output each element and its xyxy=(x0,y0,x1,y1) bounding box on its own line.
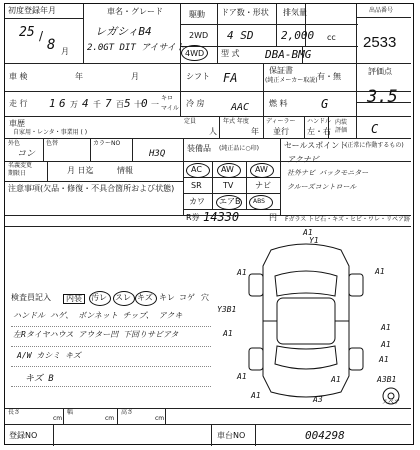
lot-label: 出品番号 xyxy=(369,7,394,14)
chassis-value: 004298 xyxy=(305,429,345,442)
reg-change-sub: 期限日 xyxy=(8,170,27,177)
ac-value: AAC xyxy=(231,102,250,113)
equip-abs: ABS xyxy=(253,198,265,205)
color-no-label: カラーNO xyxy=(93,140,121,147)
interior-sub: 評価 xyxy=(335,127,348,134)
car-diagram xyxy=(231,236,381,404)
color-change-label: 色替 xyxy=(46,140,59,147)
damage-mark: A3 xyxy=(313,395,323,404)
selling-sub: (正常に作動するもの) xyxy=(345,142,404,149)
equip-sub: (純正品に○印) xyxy=(219,145,259,152)
damage-mark: A1 xyxy=(375,267,385,276)
equip-circle xyxy=(186,163,210,178)
damage-mark: A1 xyxy=(381,340,391,349)
outer-color-value: コン xyxy=(17,149,36,159)
damage-mark: A1 xyxy=(379,355,389,364)
inspection-label: 検査員記入 xyxy=(11,293,51,302)
damage-mark: A1 xyxy=(223,329,233,338)
damage-mark: A1 xyxy=(237,268,247,277)
selling-point: アクナビ xyxy=(287,155,319,164)
mileage-digit: 0 xyxy=(141,97,148,110)
first-reg-month: 8 xyxy=(47,37,56,53)
doors-label: ドア数・形状 xyxy=(221,8,269,17)
info-label: 情報 xyxy=(117,166,133,175)
mileage-digit: 4 xyxy=(82,97,89,110)
height-unit: cm xyxy=(155,415,165,422)
km-label: キロ xyxy=(161,95,174,102)
damage-mark: Y1 xyxy=(309,236,319,245)
mileage-label: 走 行 xyxy=(9,99,28,108)
damage-mark: A1 xyxy=(237,372,247,381)
equip-circle xyxy=(216,195,242,210)
chip-circle xyxy=(89,291,111,306)
selling-point: クルーズコントロール xyxy=(287,183,357,191)
doors-value: 4 SD xyxy=(227,29,254,42)
first-reg-year: 25 xyxy=(19,25,35,40)
chip-scratch: キズ xyxy=(137,293,153,302)
capacity-label: 定員 xyxy=(184,118,197,125)
mileage-digit: 7 xyxy=(105,97,112,110)
chip-dirt: 汚レ xyxy=(91,293,107,302)
warranty-label: 保証書 xyxy=(269,66,293,75)
glass-legend: Fガラス トビ石・キズ・ヒビ・ワレ・リペア跡 xyxy=(285,216,410,223)
reg-change-label: 名義変更 xyxy=(8,162,33,169)
r-ticket-unit: 円 xyxy=(269,213,277,222)
length-label: 長さ xyxy=(8,409,21,416)
drive-4wd: 4WD xyxy=(185,49,205,58)
first-reg-label: 初度登録年月 xyxy=(8,6,56,15)
length-unit: cm xyxy=(53,415,63,422)
equip-tv: TV xyxy=(223,181,234,190)
drive-label: 駆動 xyxy=(189,10,205,19)
inspection-line: ハンドル ハゲ、 ボンネット チップ、 アクキ xyxy=(13,311,183,320)
inspection-line: 左Rタイヤハウス アウター凹 下回りサビアタ xyxy=(13,330,179,339)
mileage-digit: 1 xyxy=(49,97,56,110)
chip-circle xyxy=(135,291,157,306)
selling-label: セールスポイント xyxy=(284,141,348,150)
shift-label: シフト xyxy=(186,72,210,81)
chip-hole: 穴 xyxy=(201,293,209,302)
chip-circle xyxy=(113,291,135,306)
inspection-line: A/W カシミ キズ xyxy=(17,351,81,360)
mileage-unit: 百 xyxy=(116,100,124,109)
capacity-unit: 人 xyxy=(209,127,217,136)
dealer-label: ディーラー xyxy=(266,118,296,125)
chip-cut: キレ xyxy=(159,293,175,302)
reg-no-label: 登録NO xyxy=(9,431,38,440)
dealer-value: 並行 xyxy=(273,127,289,136)
shaken-month-unit: 月 xyxy=(131,72,139,81)
equip-navi: ナビ xyxy=(255,181,271,190)
r-ticket-value: 14330 xyxy=(203,210,240,224)
warranty-choice: 有・無 xyxy=(317,72,341,81)
shift-value: FA xyxy=(223,71,238,85)
chip-scuff: スレ xyxy=(115,293,131,302)
outer-color-label: 外色 xyxy=(8,140,21,147)
spare-label: スペア xyxy=(382,399,401,406)
mileage-unit: 千 xyxy=(93,100,101,109)
equip-leather: カワ xyxy=(189,197,205,206)
equip-sr: SR xyxy=(191,181,202,190)
ac-label: 冷 房 xyxy=(186,99,205,108)
shaken-year-unit: 年 xyxy=(75,72,83,81)
handle-value: 左・右 xyxy=(307,127,331,136)
fuel-label: 燃 料 xyxy=(269,99,288,108)
car-grade: 2.0GT DIT アイサイト xyxy=(87,43,185,53)
model-value: DBA-BMG xyxy=(265,48,312,61)
mileage-unit: 一 xyxy=(151,100,159,109)
equip-label: 装備品 xyxy=(187,144,211,153)
displacement-label: 排気量 xyxy=(283,8,307,17)
equip-circle xyxy=(217,163,241,178)
cc-unit: cc xyxy=(327,33,336,42)
equip-circle xyxy=(250,163,274,178)
score-label: 評価点 xyxy=(368,67,392,76)
damage-mark: A3B1 xyxy=(377,375,397,384)
reg-change-date: 月 日迄 xyxy=(67,166,94,175)
warranty-sub: (純正メーカー取説) xyxy=(265,77,318,84)
interior-label: 内装 xyxy=(335,119,348,126)
equip-aw: AW xyxy=(221,165,234,174)
score-value: 3.5 xyxy=(367,87,398,107)
damage-mark: A1 xyxy=(381,323,391,332)
mile-label: マイル xyxy=(161,105,179,112)
inspection-line: キズ B xyxy=(25,374,54,384)
month-suffix: 月 xyxy=(61,47,69,56)
mileage-unit: 万 xyxy=(70,100,78,109)
lot-number: 2533 xyxy=(363,34,397,51)
damage-mark: A1 xyxy=(303,228,313,237)
chip-burn: コゲ xyxy=(179,293,195,302)
car-name-label: 車名・グレード xyxy=(107,7,163,16)
selling-point: 社外ナビ バックモニター xyxy=(287,169,369,177)
width-label: 幅 xyxy=(67,409,74,416)
equip-aw2: AW xyxy=(255,165,268,174)
equip-airbag: エアB xyxy=(219,197,241,206)
mileage-digit: 6 xyxy=(59,97,66,110)
height-label: 高さ xyxy=(121,409,134,416)
damage-mark: A1 xyxy=(251,391,261,400)
damage-mark: Y3B1 xyxy=(217,305,237,314)
car-name: レガシィB4 xyxy=(95,25,152,38)
damage-mark: A1 xyxy=(331,375,341,384)
mileage-unit: 十 xyxy=(134,100,142,109)
drive-2wd: 2WD xyxy=(189,31,209,40)
chip-interior: 内装 xyxy=(63,294,85,304)
equip-circle xyxy=(249,195,273,210)
shaken-label: 車 検 xyxy=(9,72,28,81)
history-sub: 自家用・レンタ・事業用 ( ) xyxy=(13,129,88,136)
year-model-label: 年式 年度 xyxy=(223,118,249,125)
auction-sheet: 初度登録年月 25 / 8 月 車名・グレード レガシィB4 2.0GT DIT アイサイト 駆動 2WD 4WD ドア数・形状 4 SD 排気量 2,000 cc 型 式 DBA-BMG 出品番号 2533 車 検 年 月 シフト FA 保証書 (純正メーカー取説) 有・無 評価点 3.5 走 行 1 6 万 4 千 7 百 5 十 0 一 キロ マイル 冷 房 AAC 燃 料 G 車歴 自家用・レンタ・事業用 ( ) 定員 人 年式 年度 年 ディーラー 並行 ハンドル 左・右 内装 評価 C 外色 コン 色替 カラーNO H3Q 装備品 (純正品に○印) AC AW AW SR TV ナビ カワ エアB ABS セールスポイント (正常に作動するもの) アクナビ 社外ナビ バックモニター クルーズコントロール 名義変更 期限日 月 日迄 情報 R券 14330 円 Fガラス トビ石・キズ・ヒビ・ワレ・リペア跡 注意事項(欠品・修復・不具合箇所および状態) 検査員記入 内装 汚レ スレ キズ キレ コゲ 穴 ハンドル ハゲ、 ボンネット チップ、 アクキ 左Rタイヤハウス アウター凹 下回りサビアタ A/W カシミ キズ キズ B スペア A1 Y1 A1 A1 Y3B1 A1 A1 A1 A1 A1 A3B1 A3 A1 A1 長さ cm 幅 cm 高さ cm 登録NO 車台NO 004298 xyxy=(4,3,414,445)
mileage-digit: 5 xyxy=(124,97,131,110)
displacement-value: 2,000 xyxy=(281,29,315,42)
history-label: 車歴 xyxy=(9,119,25,128)
width-unit: cm xyxy=(105,415,115,422)
year-model-value: 年 xyxy=(251,127,259,136)
r-ticket-label: R券 xyxy=(186,213,200,222)
equip-ac: AC xyxy=(191,165,202,174)
notes-label: 注意事項(欠品・修復・不具合箇所および状態) xyxy=(8,184,175,193)
handle-label: ハンドル xyxy=(307,118,332,125)
color-no-value: H3Q xyxy=(149,149,166,159)
chassis-label: 車台NO xyxy=(217,431,246,440)
fuel-value: G xyxy=(321,97,329,111)
drive-4wd-circle xyxy=(181,45,208,61)
model-label: 型 式 xyxy=(221,49,240,58)
interior-value: C xyxy=(371,122,379,136)
